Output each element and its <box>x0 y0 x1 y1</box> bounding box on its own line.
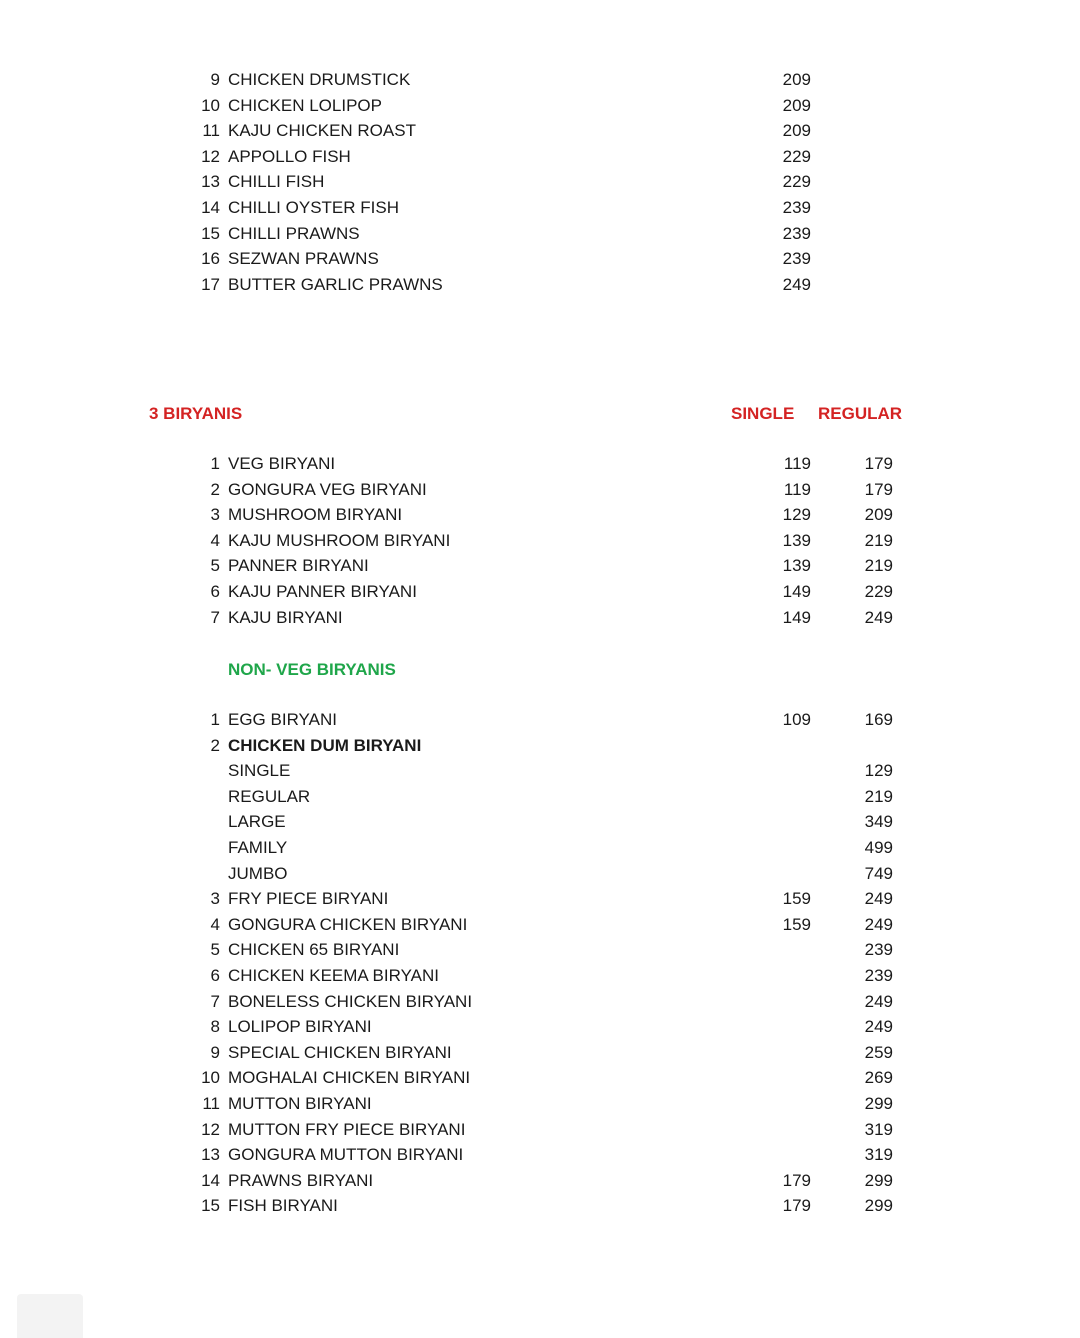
item-name: FRY PIECE BIRYANI <box>228 889 389 909</box>
item-name: GONGURA CHICKEN BIRYANI <box>228 914 468 934</box>
item-name: KAJU MUSHROOM BIRYANI <box>228 530 451 550</box>
item-name: CHICKEN DUM BIRYANI <box>228 735 422 755</box>
item-number: 13 <box>201 172 220 192</box>
menu-item-row <box>0 861 1080 887</box>
item-name: PANNER BIRYANI <box>228 556 369 576</box>
price-regular: 349 <box>864 812 893 832</box>
item-name: KAJU CHICKEN ROAST <box>228 121 416 141</box>
item-number: 11 <box>202 1094 220 1113</box>
item-number: 16 <box>201 249 220 269</box>
item-name: LOLIPOP BIRYANI <box>228 1017 372 1037</box>
menu-item-row <box>0 118 1080 144</box>
menu-item-row <box>0 1065 1080 1091</box>
item-number: 4 <box>210 530 220 550</box>
price-single: 109 <box>782 710 811 729</box>
item-name: KAJU BIRYANI <box>228 607 343 627</box>
menu-item-row <box>0 835 1080 861</box>
menu-item-row <box>0 733 1080 759</box>
item-name: CHILLI FISH <box>228 172 325 192</box>
item-number: 10 <box>201 95 220 115</box>
item-name: SINGLE <box>228 761 291 781</box>
item-number: 8 <box>210 1017 220 1037</box>
menu-item-row <box>0 758 1080 784</box>
menu-item-row <box>0 553 1080 579</box>
menu-item-row <box>0 1193 1080 1219</box>
menu-item-row <box>0 67 1080 93</box>
item-price: 229 <box>782 172 811 192</box>
menu-item-row <box>0 272 1080 298</box>
item-name: APPOLLO FISH <box>228 146 351 166</box>
price-single: 179 <box>782 1196 811 1216</box>
item-price: 209 <box>782 95 811 115</box>
price-regular: 179 <box>864 454 893 473</box>
menu-item-row <box>0 963 1080 989</box>
price-regular: 129 <box>864 761 893 781</box>
item-price: 209 <box>782 121 811 141</box>
price-single: 119 <box>783 454 811 473</box>
item-number: 3 <box>210 505 220 525</box>
item-number: 7 <box>210 607 220 627</box>
menu-item-row <box>0 579 1080 605</box>
menu-item-row <box>0 1014 1080 1040</box>
menu-item-row <box>0 1117 1080 1143</box>
price-regular: 239 <box>864 966 893 985</box>
price-regular: 209 <box>864 505 893 525</box>
price-regular: 219 <box>864 786 893 806</box>
item-name: MUSHROOM BIRYANI <box>228 505 403 525</box>
item-number: 10 <box>201 1068 220 1088</box>
item-number: 15 <box>201 223 220 243</box>
item-name: CHICKEN LOLIPOP <box>228 95 382 115</box>
price-regular: 499 <box>864 838 893 857</box>
menu-item-row <box>0 195 1080 221</box>
item-name: MOGHALAI CHICKEN BIRYANI <box>228 1068 471 1088</box>
item-number: 11 <box>202 121 220 141</box>
item-name: JUMBO <box>228 863 288 883</box>
item-number: 15 <box>201 1196 220 1216</box>
item-price: 239 <box>782 198 811 217</box>
item-price: 239 <box>782 249 811 269</box>
item-number: 5 <box>210 556 220 576</box>
item-number: 3 <box>210 889 220 909</box>
item-name: SEZWAN PRAWNS <box>228 249 379 269</box>
item-name: MUTTON FRY PIECE BIRYANI <box>228 1119 466 1139</box>
menu-item-row <box>0 989 1080 1015</box>
menu-item-row <box>0 502 1080 528</box>
price-single: 129 <box>782 505 811 525</box>
price-regular: 219 <box>864 556 893 576</box>
price-single: 139 <box>782 530 811 550</box>
price-regular: 319 <box>864 1119 893 1139</box>
item-name: KAJU PANNER BIRYANI <box>228 582 417 601</box>
menu-item-row <box>0 784 1080 810</box>
item-number: 2 <box>210 735 220 755</box>
price-single: 149 <box>782 607 811 627</box>
price-regular: 249 <box>864 889 893 909</box>
item-price: 229 <box>782 146 811 166</box>
item-name: BONELESS CHICKEN BIRYANI <box>228 991 473 1011</box>
price-regular: 249 <box>864 914 893 934</box>
item-name: CHILLI OYSTER FISH <box>228 198 399 217</box>
menu-item-row <box>0 707 1080 733</box>
price-single: 119 <box>783 479 811 499</box>
menu-item-row <box>0 912 1080 938</box>
item-name: GONGURA MUTTON BIRYANI <box>228 1145 464 1165</box>
item-name: CHICKEN 65 BIRYANI <box>228 940 400 960</box>
item-number: 12 <box>201 1119 220 1139</box>
item-number: 6 <box>210 582 220 601</box>
menu-item-row <box>0 246 1080 272</box>
item-name: SPECIAL CHICKEN BIRYANI <box>228 1042 452 1062</box>
item-name: FAMILY <box>228 838 288 857</box>
menu-item-row <box>0 1168 1080 1194</box>
price-regular: 169 <box>864 710 893 729</box>
item-number: 7 <box>210 991 220 1011</box>
price-single: 139 <box>782 556 811 576</box>
item-name: REGULAR <box>228 786 311 806</box>
item-number: 6 <box>210 966 220 985</box>
item-number: 2 <box>210 479 220 499</box>
menu-item-row <box>0 477 1080 503</box>
menu-item-row <box>0 93 1080 119</box>
menu-item-row <box>0 809 1080 835</box>
subsection-title-nonveg-biryanis: NON- VEG BIRYANIS <box>228 660 396 679</box>
menu-item-row <box>0 144 1080 170</box>
item-name: CHICKEN DRUMSTICK <box>228 70 411 89</box>
menu-item-row <box>0 1040 1080 1066</box>
price-single: 179 <box>782 1170 811 1190</box>
item-number: 1 <box>210 454 220 473</box>
item-price: 209 <box>782 70 811 89</box>
item-name: CHILLI PRAWNS <box>228 223 360 243</box>
menu-item-row <box>0 1091 1080 1117</box>
item-number: 4 <box>210 914 220 934</box>
item-number: 9 <box>210 1042 220 1062</box>
item-price: 249 <box>782 274 811 294</box>
price-single: 159 <box>782 889 811 909</box>
item-name: GONGURA VEG BIRYANI <box>228 479 427 499</box>
menu-item-row <box>0 528 1080 554</box>
item-name: MUTTON BIRYANI <box>228 1094 372 1113</box>
item-number: 14 <box>201 198 220 217</box>
item-number: 9 <box>210 70 220 89</box>
price-regular: 219 <box>864 530 893 550</box>
item-number: 5 <box>210 940 220 960</box>
column-header-single: SINGLE <box>731 404 795 423</box>
menu-item-row <box>0 221 1080 247</box>
item-price: 239 <box>782 223 811 243</box>
menu-item-row <box>0 886 1080 912</box>
section-title-biryanis: 3 BIRYANIS <box>149 404 243 423</box>
item-name: FISH BIRYANI <box>228 1196 338 1216</box>
price-regular: 239 <box>864 940 893 960</box>
menu-item-row <box>0 169 1080 195</box>
page-corner-overlay <box>17 1294 83 1338</box>
item-name: BUTTER GARLIC PRAWNS <box>228 274 443 294</box>
menu-item-row <box>0 937 1080 963</box>
price-regular: 299 <box>864 1094 893 1113</box>
item-number: 12 <box>201 146 220 166</box>
price-regular: 319 <box>864 1145 893 1165</box>
item-name: EGG BIRYANI <box>228 710 337 729</box>
price-regular: 259 <box>864 1042 893 1062</box>
price-regular: 749 <box>864 863 893 883</box>
menu-item-row <box>0 1142 1080 1168</box>
item-number: 14 <box>201 1170 220 1190</box>
item-number: 13 <box>201 1145 220 1165</box>
item-name: CHICKEN KEEMA BIRYANI <box>228 966 439 985</box>
column-header-regular: REGULAR <box>818 404 903 423</box>
price-regular: 249 <box>864 607 893 627</box>
price-regular: 299 <box>864 1170 893 1190</box>
item-name: LARGE <box>228 812 286 832</box>
price-single: 149 <box>782 582 811 601</box>
price-regular: 299 <box>864 1196 893 1216</box>
menu-item-row <box>0 451 1080 477</box>
item-number: 1 <box>210 710 220 729</box>
price-regular: 249 <box>864 991 893 1011</box>
price-regular: 229 <box>864 582 893 601</box>
menu-item-row <box>0 605 1080 631</box>
price-regular: 269 <box>864 1068 893 1088</box>
price-regular: 179 <box>864 479 893 499</box>
item-name: VEG BIRYANI <box>228 454 336 473</box>
item-number: 17 <box>201 274 220 294</box>
price-regular: 249 <box>864 1017 893 1037</box>
price-single: 159 <box>782 914 811 934</box>
item-name: PRAWNS BIRYANI <box>228 1170 374 1190</box>
